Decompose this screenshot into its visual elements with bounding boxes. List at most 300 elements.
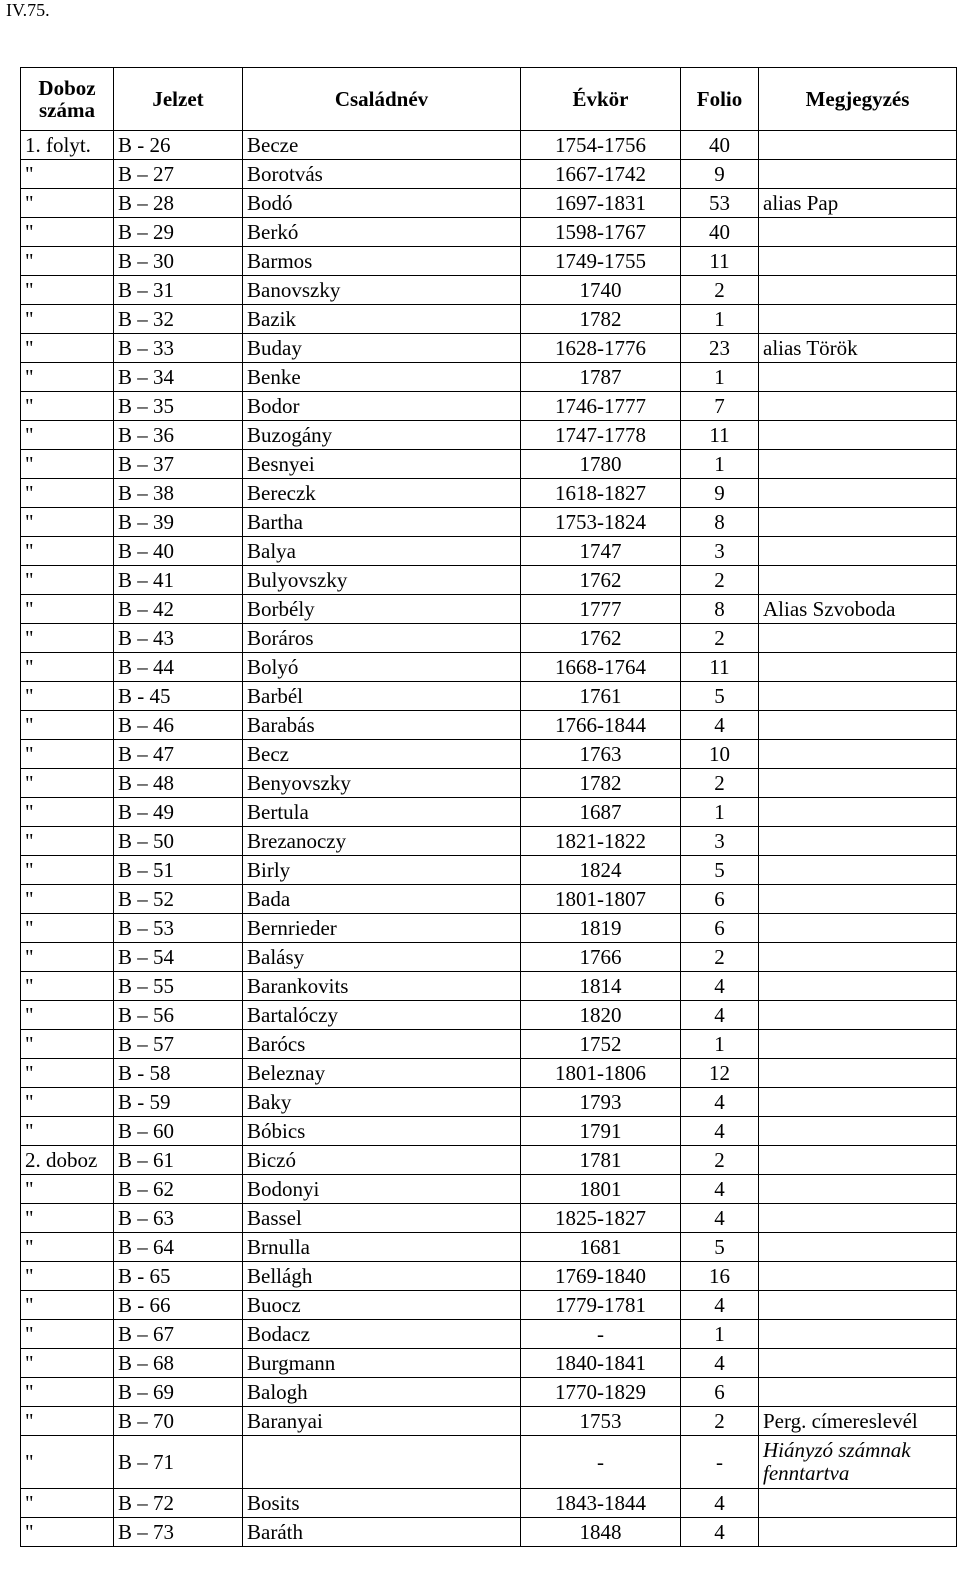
folio-cell: 4 xyxy=(681,1518,759,1547)
box-cell: " xyxy=(21,1407,114,1436)
note-cell xyxy=(759,160,957,189)
signature-cell: B – 51 xyxy=(114,856,243,885)
family-name-cell: Bazik xyxy=(243,305,521,334)
table-row xyxy=(21,479,957,508)
signature-cell: B – 60 xyxy=(114,1117,243,1146)
table-row xyxy=(21,160,957,189)
signature-cell: B – 35 xyxy=(114,392,243,421)
family-name-cell: Bassel xyxy=(243,1204,521,1233)
years-cell: - xyxy=(521,1436,681,1489)
header-years: Évkör xyxy=(521,68,681,131)
note-cell xyxy=(759,1489,957,1518)
table-row xyxy=(21,595,957,624)
box-cell: " xyxy=(21,653,114,682)
folio-cell: 2 xyxy=(681,566,759,595)
family-name-cell: Bulyovszky xyxy=(243,566,521,595)
folio-cell: 4 xyxy=(681,1001,759,1030)
years-cell: 1763 xyxy=(521,740,681,769)
family-name-cell: Barócs xyxy=(243,1030,521,1059)
family-name-cell: Beleznay xyxy=(243,1059,521,1088)
signature-cell: B - 59 xyxy=(114,1088,243,1117)
box-cell: " xyxy=(21,624,114,653)
note-cell xyxy=(759,131,957,160)
signature-cell: B – 42 xyxy=(114,595,243,624)
box-cell: " xyxy=(21,392,114,421)
family-name-cell: Bosits xyxy=(243,1489,521,1518)
note-cell xyxy=(759,566,957,595)
years-cell: 1668-1764 xyxy=(521,653,681,682)
box-cell: " xyxy=(21,769,114,798)
folio-cell: 53 xyxy=(681,189,759,218)
signature-cell: B – 30 xyxy=(114,247,243,276)
folio-cell: 4 xyxy=(681,972,759,1001)
family-name-cell xyxy=(243,1436,521,1489)
folio-cell: 10 xyxy=(681,740,759,769)
note-cell xyxy=(759,247,957,276)
signature-cell: B – 55 xyxy=(114,972,243,1001)
table-row xyxy=(21,1146,957,1175)
folio-cell: 4 xyxy=(681,1175,759,1204)
years-cell: 1754-1756 xyxy=(521,131,681,160)
table-row xyxy=(21,363,957,392)
table-row xyxy=(21,798,957,827)
folio-cell: 11 xyxy=(681,653,759,682)
family-name-cell: Barabás xyxy=(243,711,521,740)
signature-cell: B - 65 xyxy=(114,1262,243,1291)
family-name-cell: Baráth xyxy=(243,1518,521,1547)
folio-cell: 5 xyxy=(681,856,759,885)
box-cell: " xyxy=(21,508,114,537)
folio-cell: 4 xyxy=(681,711,759,740)
table-row xyxy=(21,1407,957,1436)
table-row xyxy=(21,334,957,363)
table-row xyxy=(21,914,957,943)
folio-cell: 4 xyxy=(681,1349,759,1378)
note-cell xyxy=(759,972,957,1001)
signature-cell: B - 26 xyxy=(114,131,243,160)
family-name-cell: Barmos xyxy=(243,247,521,276)
years-cell: - xyxy=(521,1320,681,1349)
box-cell: " xyxy=(21,827,114,856)
years-cell: 1801 xyxy=(521,1175,681,1204)
family-name-cell: Becz xyxy=(243,740,521,769)
years-cell: 1697-1831 xyxy=(521,189,681,218)
note-cell xyxy=(759,1059,957,1088)
folio-cell: 3 xyxy=(681,827,759,856)
table-row xyxy=(21,1489,957,1518)
signature-cell: B – 67 xyxy=(114,1320,243,1349)
folio-cell: 5 xyxy=(681,1233,759,1262)
family-name-cell: Balogh xyxy=(243,1378,521,1407)
table-row xyxy=(21,1117,957,1146)
table-row xyxy=(21,827,957,856)
family-name-cell: Bertula xyxy=(243,798,521,827)
years-cell: 1787 xyxy=(521,363,681,392)
folio-cell: - xyxy=(681,1436,759,1489)
note-cell xyxy=(759,711,957,740)
table-row xyxy=(21,1059,957,1088)
signature-cell: B – 64 xyxy=(114,1233,243,1262)
header-row xyxy=(21,68,957,131)
years-cell: 1761 xyxy=(521,682,681,711)
box-cell: " xyxy=(21,798,114,827)
years-cell: 1746-1777 xyxy=(521,392,681,421)
note-cell xyxy=(759,1349,957,1378)
header-family-name: Családnév xyxy=(243,68,521,131)
family-name-cell: Bartalóczy xyxy=(243,1001,521,1030)
folio-cell: 3 xyxy=(681,537,759,566)
table-row xyxy=(21,769,957,798)
years-cell: 1777 xyxy=(521,595,681,624)
note-cell xyxy=(759,450,957,479)
box-cell: " xyxy=(21,247,114,276)
box-cell: " xyxy=(21,1349,114,1378)
folio-cell: 2 xyxy=(681,1146,759,1175)
note-cell: Alias Szvoboda xyxy=(759,595,957,624)
box-cell: " xyxy=(21,1001,114,1030)
family-name-cell: Bodó xyxy=(243,189,521,218)
family-name-cell: Baky xyxy=(243,1088,521,1117)
signature-cell: B – 73 xyxy=(114,1518,243,1547)
note-cell xyxy=(759,885,957,914)
signature-cell: B – 34 xyxy=(114,363,243,392)
years-cell: 1687 xyxy=(521,798,681,827)
signature-cell: B – 57 xyxy=(114,1030,243,1059)
family-name-cell: Balya xyxy=(243,537,521,566)
table-row xyxy=(21,682,957,711)
note-cell: alias Pap xyxy=(759,189,957,218)
years-cell: 1819 xyxy=(521,914,681,943)
table-row xyxy=(21,1349,957,1378)
signature-cell: B – 68 xyxy=(114,1349,243,1378)
years-cell: 1628-1776 xyxy=(521,334,681,363)
years-cell: 1821-1822 xyxy=(521,827,681,856)
family-name-cell: Bolyó xyxy=(243,653,521,682)
box-cell: " xyxy=(21,682,114,711)
family-name-cell: Borotvás xyxy=(243,160,521,189)
signature-cell: B – 70 xyxy=(114,1407,243,1436)
family-name-cell: Borbély xyxy=(243,595,521,624)
years-cell: 1598-1767 xyxy=(521,218,681,247)
header-folio: Folio xyxy=(681,68,759,131)
table-row xyxy=(21,1262,957,1291)
header-box-line1: Doboz xyxy=(38,76,96,100)
family-name-cell: Buocz xyxy=(243,1291,521,1320)
family-name-cell: Baranyai xyxy=(243,1407,521,1436)
signature-cell: B - 66 xyxy=(114,1291,243,1320)
folio-cell: 1 xyxy=(681,305,759,334)
family-name-cell: Banovszky xyxy=(243,276,521,305)
folio-cell: 2 xyxy=(681,769,759,798)
family-name-cell: Benyovszky xyxy=(243,769,521,798)
table-row xyxy=(21,1204,957,1233)
years-cell: 1780 xyxy=(521,450,681,479)
signature-cell: B – 29 xyxy=(114,218,243,247)
folio-cell: 2 xyxy=(681,1407,759,1436)
family-name-cell: Bereczk xyxy=(243,479,521,508)
note-cell xyxy=(759,624,957,653)
note-cell xyxy=(759,1291,957,1320)
signature-cell: B – 27 xyxy=(114,160,243,189)
note-cell xyxy=(759,421,957,450)
note-cell xyxy=(759,479,957,508)
family-name-cell: Bellágh xyxy=(243,1262,521,1291)
box-cell: " xyxy=(21,479,114,508)
box-cell: " xyxy=(21,1204,114,1233)
table-row xyxy=(21,392,957,421)
family-name-cell: Bernrieder xyxy=(243,914,521,943)
box-cell: " xyxy=(21,595,114,624)
years-cell: 1667-1742 xyxy=(521,160,681,189)
family-name-cell: Brezanoczy xyxy=(243,827,521,856)
table-row xyxy=(21,421,957,450)
family-name-cell: Brnulla xyxy=(243,1233,521,1262)
note-cell xyxy=(759,537,957,566)
box-cell: " xyxy=(21,1262,114,1291)
table-row xyxy=(21,1233,957,1262)
years-cell: 1782 xyxy=(521,305,681,334)
box-cell: " xyxy=(21,856,114,885)
box-cell: " xyxy=(21,943,114,972)
box-cell: 2. doboz xyxy=(21,1146,114,1175)
signature-cell: B – 62 xyxy=(114,1175,243,1204)
family-name-cell: Barbél xyxy=(243,682,521,711)
note-cell xyxy=(759,943,957,972)
years-cell: 1814 xyxy=(521,972,681,1001)
signature-cell: B – 49 xyxy=(114,798,243,827)
box-cell: " xyxy=(21,1175,114,1204)
note-cell xyxy=(759,682,957,711)
table-row xyxy=(21,131,957,160)
folio-cell: 7 xyxy=(681,392,759,421)
box-cell: " xyxy=(21,1518,114,1547)
family-name-cell: Barankovits xyxy=(243,972,521,1001)
folio-cell: 40 xyxy=(681,218,759,247)
note-cell xyxy=(759,508,957,537)
table-row xyxy=(21,1378,957,1407)
note-cell xyxy=(759,276,957,305)
folio-cell: 2 xyxy=(681,943,759,972)
signature-cell: B - 58 xyxy=(114,1059,243,1088)
box-cell: " xyxy=(21,363,114,392)
folio-cell: 1 xyxy=(681,450,759,479)
table-row xyxy=(21,711,957,740)
table-row xyxy=(21,189,957,218)
table-row xyxy=(21,1291,957,1320)
note-cell xyxy=(759,740,957,769)
signature-cell: B – 52 xyxy=(114,885,243,914)
folio-cell: 5 xyxy=(681,682,759,711)
folio-cell: 1 xyxy=(681,1320,759,1349)
note-cell xyxy=(759,1518,957,1547)
note-cell xyxy=(759,392,957,421)
table-row xyxy=(21,1088,957,1117)
note-cell xyxy=(759,653,957,682)
note-cell xyxy=(759,1262,957,1291)
folio-cell: 4 xyxy=(681,1291,759,1320)
box-cell: " xyxy=(21,1489,114,1518)
table-row xyxy=(21,218,957,247)
folio-cell: 2 xyxy=(681,276,759,305)
years-cell: 1782 xyxy=(521,769,681,798)
years-cell: 1769-1840 xyxy=(521,1262,681,1291)
table-row xyxy=(21,740,957,769)
note-cell xyxy=(759,1001,957,1030)
note-cell xyxy=(759,1378,957,1407)
signature-cell: B - 45 xyxy=(114,682,243,711)
family-name-cell: Berkó xyxy=(243,218,521,247)
note-cell xyxy=(759,1088,957,1117)
folio-cell: 23 xyxy=(681,334,759,363)
family-name-cell: Buzogány xyxy=(243,421,521,450)
box-cell: " xyxy=(21,450,114,479)
folio-cell: 6 xyxy=(681,914,759,943)
years-cell: 1747-1778 xyxy=(521,421,681,450)
family-name-cell: Bodacz xyxy=(243,1320,521,1349)
box-cell: " xyxy=(21,305,114,334)
family-name-cell: Becze xyxy=(243,131,521,160)
family-name-cell: Birly xyxy=(243,856,521,885)
folio-cell: 11 xyxy=(681,421,759,450)
note-cell xyxy=(759,1204,957,1233)
signature-cell: B – 46 xyxy=(114,711,243,740)
box-cell: " xyxy=(21,537,114,566)
years-cell: 1618-1827 xyxy=(521,479,681,508)
years-cell: 1681 xyxy=(521,1233,681,1262)
signature-cell: B – 43 xyxy=(114,624,243,653)
signature-cell: B – 32 xyxy=(114,305,243,334)
family-name-cell: Boráros xyxy=(243,624,521,653)
folio-cell: 9 xyxy=(681,479,759,508)
note-cell xyxy=(759,856,957,885)
signature-cell: B – 31 xyxy=(114,276,243,305)
signature-cell: B – 40 xyxy=(114,537,243,566)
note-cell xyxy=(759,1146,957,1175)
years-cell: 1848 xyxy=(521,1518,681,1547)
box-cell: " xyxy=(21,1059,114,1088)
folio-cell: 4 xyxy=(681,1204,759,1233)
family-name-cell: Balásy xyxy=(243,943,521,972)
table-row xyxy=(21,624,957,653)
years-cell: 1801-1807 xyxy=(521,885,681,914)
family-name-cell: Benke xyxy=(243,363,521,392)
signature-cell: B – 37 xyxy=(114,450,243,479)
box-cell: " xyxy=(21,1291,114,1320)
table-row xyxy=(21,885,957,914)
years-cell: 1766 xyxy=(521,943,681,972)
years-cell: 1781 xyxy=(521,1146,681,1175)
table-row xyxy=(21,247,957,276)
family-name-cell: Bodor xyxy=(243,392,521,421)
years-cell: 1747 xyxy=(521,537,681,566)
years-cell: 1820 xyxy=(521,1001,681,1030)
note-cell xyxy=(759,363,957,392)
folio-cell: 9 xyxy=(681,160,759,189)
note-cell xyxy=(759,798,957,827)
years-cell: 1770-1829 xyxy=(521,1378,681,1407)
years-cell: 1762 xyxy=(521,566,681,595)
years-cell: 1752 xyxy=(521,1030,681,1059)
signature-cell: B – 56 xyxy=(114,1001,243,1030)
folio-cell: 2 xyxy=(681,624,759,653)
folio-cell: 40 xyxy=(681,131,759,160)
signature-cell: B – 47 xyxy=(114,740,243,769)
folio-cell: 4 xyxy=(681,1088,759,1117)
note-cell: Hiányzó számnak fenntartva xyxy=(759,1436,957,1489)
table-row xyxy=(21,1001,957,1030)
box-cell: " xyxy=(21,1088,114,1117)
folio-cell: 6 xyxy=(681,885,759,914)
table-row xyxy=(21,1518,957,1547)
table-row xyxy=(21,1030,957,1059)
note-cell xyxy=(759,827,957,856)
signature-cell: B – 44 xyxy=(114,653,243,682)
folio-cell: 4 xyxy=(681,1489,759,1518)
table-row xyxy=(21,972,957,1001)
folio-cell: 1 xyxy=(681,363,759,392)
header-signature: Jelzet xyxy=(114,68,243,131)
signature-cell: B – 53 xyxy=(114,914,243,943)
box-cell: " xyxy=(21,421,114,450)
note-cell xyxy=(759,914,957,943)
box-cell: " xyxy=(21,566,114,595)
page-id: IV.75. xyxy=(6,0,50,20)
signature-cell: B – 72 xyxy=(114,1489,243,1518)
family-name-cell: Bartha xyxy=(243,508,521,537)
folio-cell: 12 xyxy=(681,1059,759,1088)
table-row xyxy=(21,1320,957,1349)
note-cell xyxy=(759,1030,957,1059)
table-row xyxy=(21,856,957,885)
box-cell: " xyxy=(21,160,114,189)
box-cell: " xyxy=(21,1233,114,1262)
box-cell: " xyxy=(21,914,114,943)
box-cell: " xyxy=(21,885,114,914)
note-cell xyxy=(759,1117,957,1146)
header-box-line2: száma xyxy=(39,98,95,122)
header-box-number xyxy=(21,68,114,131)
box-cell: " xyxy=(21,218,114,247)
box-cell: 1. folyt. xyxy=(21,131,114,160)
table-row xyxy=(21,305,957,334)
folio-cell: 1 xyxy=(681,798,759,827)
table-row xyxy=(21,1175,957,1204)
folio-cell: 8 xyxy=(681,595,759,624)
box-cell: " xyxy=(21,711,114,740)
header-note: Megjegyzés xyxy=(759,68,957,131)
years-cell: 1753-1824 xyxy=(521,508,681,537)
note-cell: alias Török xyxy=(759,334,957,363)
signature-cell: B – 63 xyxy=(114,1204,243,1233)
box-cell: " xyxy=(21,1378,114,1407)
box-cell: " xyxy=(21,972,114,1001)
signature-cell: B – 38 xyxy=(114,479,243,508)
family-name-cell: Buday xyxy=(243,334,521,363)
folio-cell: 11 xyxy=(681,247,759,276)
folio-cell: 1 xyxy=(681,1030,759,1059)
signature-cell: B – 36 xyxy=(114,421,243,450)
table-row xyxy=(21,537,957,566)
signature-cell: B – 71 xyxy=(114,1436,243,1489)
folio-cell: 6 xyxy=(681,1378,759,1407)
box-cell: " xyxy=(21,1117,114,1146)
table-row xyxy=(21,943,957,972)
family-name-cell: Bóbics xyxy=(243,1117,521,1146)
signature-cell: B – 61 xyxy=(114,1146,243,1175)
years-cell: 1779-1781 xyxy=(521,1291,681,1320)
table-row xyxy=(21,508,957,537)
signature-cell: B – 48 xyxy=(114,769,243,798)
